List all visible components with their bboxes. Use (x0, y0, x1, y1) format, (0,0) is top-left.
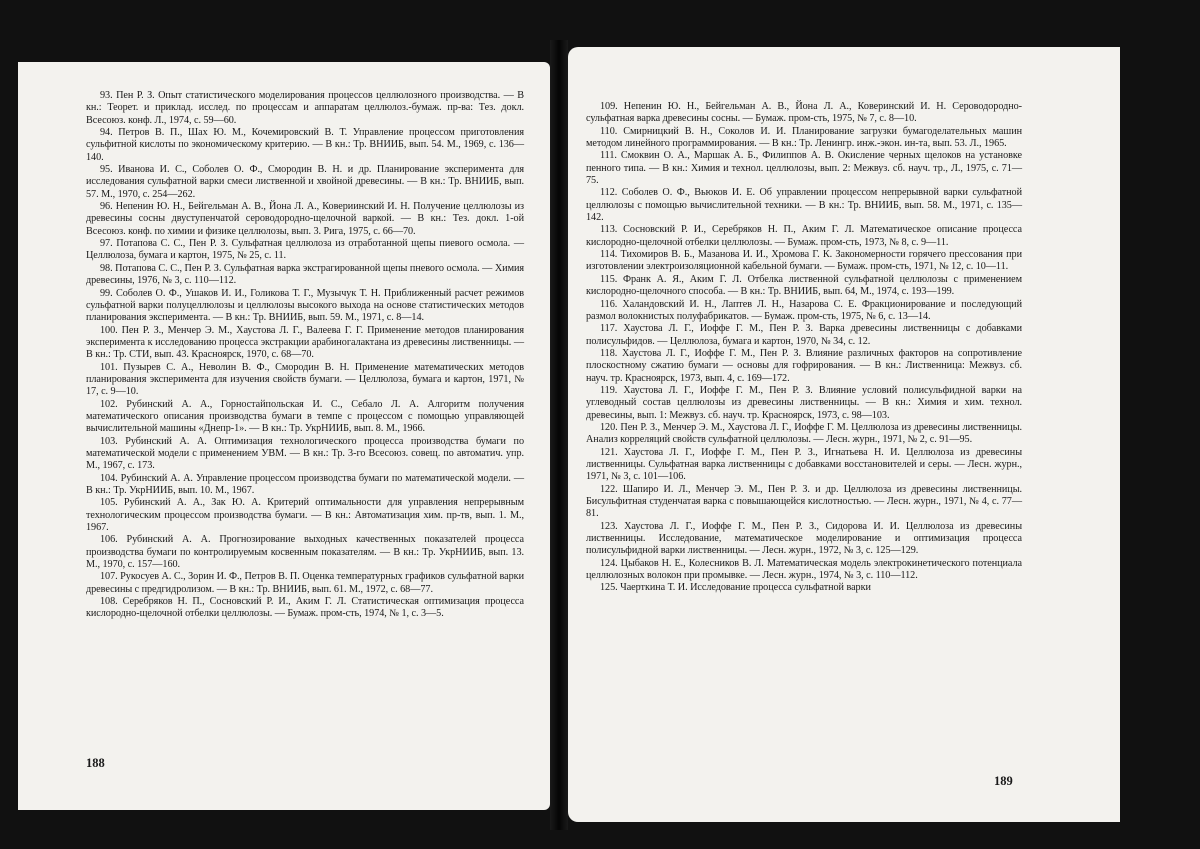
right-bibliography-column (586, 101, 1022, 595)
bibliography-entry-101: 101. Пузырев С. А., Неволин В. Ф., Смородин В. Н. Применение математических методов планирования эксперимента для изучения свойств бумаги. — Целлюлоза, бумага и картон, 1971, № 17, с. 9—10. (86, 361, 524, 398)
bibliography-entry-112: 112. Соболев О. Ф., Вьюков И. Е. Об управлении процессом непрерывной варки сульфатной целлюлозы с помощью вычислительной техники. — В кн.: Тр. ВНИИБ, вып. 58. М., 1971, с. 135—142. (586, 187, 1022, 224)
bibliography-entry-95: 95. Иванова И. С., Соболев О. Ф., Смородин В. Н. и др. Планирование эксперимента для исследования сульфатной варки смеси лиственной и хвойной древесины. — В кн.: Тр. ВНИИБ, вып. 57. М., 1970, с. 254—262. (86, 164, 524, 200)
bibliography-entry-119: 119. Хаустова Л. Г., Иоффе Г. М., Пен Р. З. Влияние условий полисульфидной варки на углеводный состав целлюлозы из древесины лиственницы. — В кн.: Химия и хим. технол. древесины, вып. 1: Межвуз. сб. науч. тр. Красноярск, 1973, с. 98—103. (586, 384, 1022, 421)
page-number-left: 188 (86, 756, 105, 770)
bibliography-entry-96: 96. Непенин Ю. Н., Бейгельман А. В., Йона Л. А., Ковериинский И. Н. Получение целлюлозы из древесины сосны двуступенчатой сероводородно-щелочной варкой. — В кн.: Тез. докл. 1-ой Всесоюз. конф. по химии и физике целлюлозы, вып. 3. Рига, 1975, с. 66—70. (86, 201, 524, 237)
left-page (18, 62, 550, 810)
bibliography-entry-108: 108. Серебряков Н. П., Сосновский Р. И., Аким Г. Л. Статистическая оптимизация процесса кислородно-щелочной отбелки целлюлозы. — Бумаж. пром-сть, 1974, № 1, с. 3—5. (86, 596, 524, 620)
bibliography-entry-117: 117. Хаустова Л. Г., Иоффе Г. М., Пен Р. З. Варка древесины лиственницы с добавками полисульфидов. — Целлюлоза, бумага и картон, 1970, № 34, с. 12. (586, 323, 1022, 347)
bibliography-entry-107: 107. Рукосуев А. С., Зорин И. Ф., Петров В. П. Оценка температурных графиков сульфатной варки древесины с предгидролизом. — В кн.: Тр. ВНИИБ, вып. 61. М., 1972, с. 68—77. (86, 571, 524, 595)
bibliography-entry-110: 110. Смирницкий В. Н., Соколов И. И. Планирование загрузки бумагоделательных машин методом линейного программирования. — В кн.: Тр. Ленингр. инж.-экон. ин-та, вып. 53. Л., 1965. (586, 125, 1022, 150)
bibliography-entry-99: 99. Соболев О. Ф., Ушаков И. И., Голикова Т. Г., Музычук Т. Н. Приближенный расчет режимов сульфатной варки полуцеллюлозы и целлюлозы высокого выхода на основе статистических методов планирования эксперимента. — В кн.: Тр. ВНИИБ, вып. 59. М., 1971, с. 8—14. (86, 287, 524, 324)
bibliography-entry-98: 98. Потапова С. С., Пен Р. З. Сульфатная варка экстрагированной щепы пневого осмола. — Химия древесины, 1976, № 3, с. 110—112. (86, 262, 524, 287)
bibliography-entry-94: 94. Петров В. П., Шах Ю. М., Кочемировский В. Т. Управление процессом приготовления сульфитной кислоты по экономическому критерию. — В кн.: Тр. ВНИИБ, вып. 54. М., 1969, с. 136—140. (86, 127, 524, 163)
bibliography-entry-93: 93. Пен Р. З. Опыт статистического моделирования процессов целлюлозного производства. — В кн.: Теорет. и приклад. исслед. по процессам и аппаратам целлюлоз.-бумаж. пр-ва: Тез. докл. Всесоюз. конф. Л., 1974, с. 59—60. (86, 90, 524, 126)
bibliography-entry-124: 124. Цыбаков Н. Е., Колесников В. Л. Математическая модель электрокинетического потенциала целлюлозных волокон при промывке. — Лесн. журн., 1974, № 3, с. 110—112. (586, 557, 1022, 582)
bibliography-entry-121: 121. Хаустова Л. Г., Иоффе Г. М., Пен Р. З., Игнатьева Н. И. Целлюлоза из древесины лиственницы. Сульфатная варка лиственницы с добавками восстановителей и серы. — Лесн. журн., 1971, № 3, с. 101—106. (586, 446, 1022, 483)
bibliography-entry-113: 113. Сосновский Р. И., Серебряков Н. П., Аким Г. Л. Математическое описание процесса кислородно-щелочной отбелки целлюлозы. — Бумаж. пром-сть, 1973, № 8, с. 9—11. (586, 224, 1022, 248)
bibliography-entry-118: 118. Хаустова Л. Г., Иоффе Г. М., Пен Р. З. Влияние различных факторов на сопротивление плоскостному сжатию бумаги — основы для гофрирования. — В кн.: Лиственница: Межвуз. сб. науч. тр. Красноярск, 1973, вып. 4, с. 169—172. (586, 347, 1022, 384)
bibliography-entry-102: 102. Рубинский А. А., Горностайпольская И. С., Себало Л. А. Алгоритм получения математического описания производства бумаги в темпе с процессом с помощью управляющей вычислительной машины «Днепр-1». — В кн.: Тр. УкрНИИБ, вып. 8. М., 1966. (86, 398, 524, 435)
bibliography-entry-100: 100. Пен Р. З., Менчер Э. М., Хаустова Л. Г., Валеева Г. Г. Применение методов планирования эксперимента к исследованию процесса экстракции арабиногалактана из древесины лиственницы. — В кн.: Тр. СТИ, вып. 43. Красноярск, 1970, с. 68—70. (86, 324, 524, 361)
bibliography-entry-116: 116. Халандовский И. Н., Лаптев Л. Н., Назарова С. Е. Фракционирование и последующий размол волокнистых полуфабрикатов. — Бумаж. пром-сть, 1975, № 6, с. 13—14. (586, 298, 1022, 322)
bibliography-entry-106: 106. Рубинский А. А. Прогнозирование выходных качественных показателей процесса производства бумаги по контролируемым косвенным показателям. — В кн.: Тр. УкрНИИБ, вып. 13. М., 1970, с. 157—160. (86, 534, 524, 571)
bibliography-entry-114: 114. Тихомиров В. Б., Мазанова И. И., Хромова Г. К. Закономерности горячего прессования при изготовлении электроизоляционной кабельной бумаги. — Бумаж. пром-сть, 1971, № 12, с. 10—11. (586, 249, 1022, 273)
bibliography-entry-122: 122. Шапиро И. Л., Менчер Э. М., Пен Р. З. и др. Целлюлоза из древесины лиственницы. Бисульфитная студенчатая варка с повышающейся кислотностью. — Лесн. журн., 1971, № 4, с. 77—81. (586, 483, 1022, 520)
bibliography-entry-111: 111. Смоквин О. А., Маршак А. Б., Филиппов А. В. Окисление черных щелоков на установке пенного типа. — В кн.: Химия и технол. целлюлозы, вып. 2: Межвуз. сб. науч. тр., Л., 1975, с. 71—75. (586, 150, 1022, 187)
bibliography-entry-103: 103. Рубинский А. А. Оптимизация технологического процесса производства бумаги по математической модели с применением УВМ. — В кн.: Тр. 3-го Всесоюз. совещ. по автоматич. упр. М., 1967, с. 173. (86, 435, 524, 472)
bibliography-entry-115: 115. Франк А. Я., Аким Г. Л. Отбелка лиственной сульфатной целлюлозы с применением кислородно-щелочного способа. — В кн.: Тр. ВНИИБ, вып. 64, М., 1974, с. 193—199. (586, 273, 1022, 298)
bibliography-entry-109: 109. Непенин Ю. Н., Бейгельман А. В., Йона Л. А., Коверинский И. Н. Сероводородно-сульфатная варка древесины сосны. — Бумаж. пром-сть, 1975, № 7, с. 8—10. (586, 101, 1022, 125)
book-spine (550, 40, 568, 830)
bibliography-entry-123: 123. Хаустова Л. Г., Иоффе Г. М., Пен Р. З., Сидорова И. И. Целлюлоза из древесины лиственницы. Исследование, математическое моделирование и оптимизация процесса полисульфидной варки лиственницы. — Лесн. журн., 1972, № 3, с. 125—129. (586, 520, 1022, 557)
bibliography-entry-125: 125. Чаерткина Т. И. Исследование процесса сульфатной варки (600, 582, 871, 594)
left-bibliography-column (86, 90, 524, 621)
bibliography-entry-104: 104. Рубинский А. А. Управление процессом производства бумаги по математической модели. — В кн.: Тр. УкрНИИБ, вып. 10. М., 1967. (86, 472, 524, 496)
page-number-right: 189 (994, 774, 1013, 788)
bibliography-entry-120: 120. Пен Р. З., Менчер Э. М., Хаустова Л. Г., Иоффе Г. М. Целлюлоза из древесины лиственницы. Анализ корреляций свойств сульфатной целлюлозы. — Лесн. журн., 1971, № 2, с. 91—95. (586, 421, 1022, 446)
right-page (568, 47, 1120, 822)
bibliography-entry-105: 105. Рубинский А. А., Зак Ю. А. Критерий оптимальности для управления непрерывным технологическим процессом производства бумаги. — В кн.: Автоматизация хим. пр-тв, вып. 1. М., 1967. (86, 497, 524, 534)
bibliography-entry-97: 97. Потапова С. С., Пен Р. З. Сульфатная целлюлоза из отработанной щепы пиевого осмола. — Целлюлоза, бумага и картон, 1975, № 25, с. 11. (86, 238, 524, 262)
